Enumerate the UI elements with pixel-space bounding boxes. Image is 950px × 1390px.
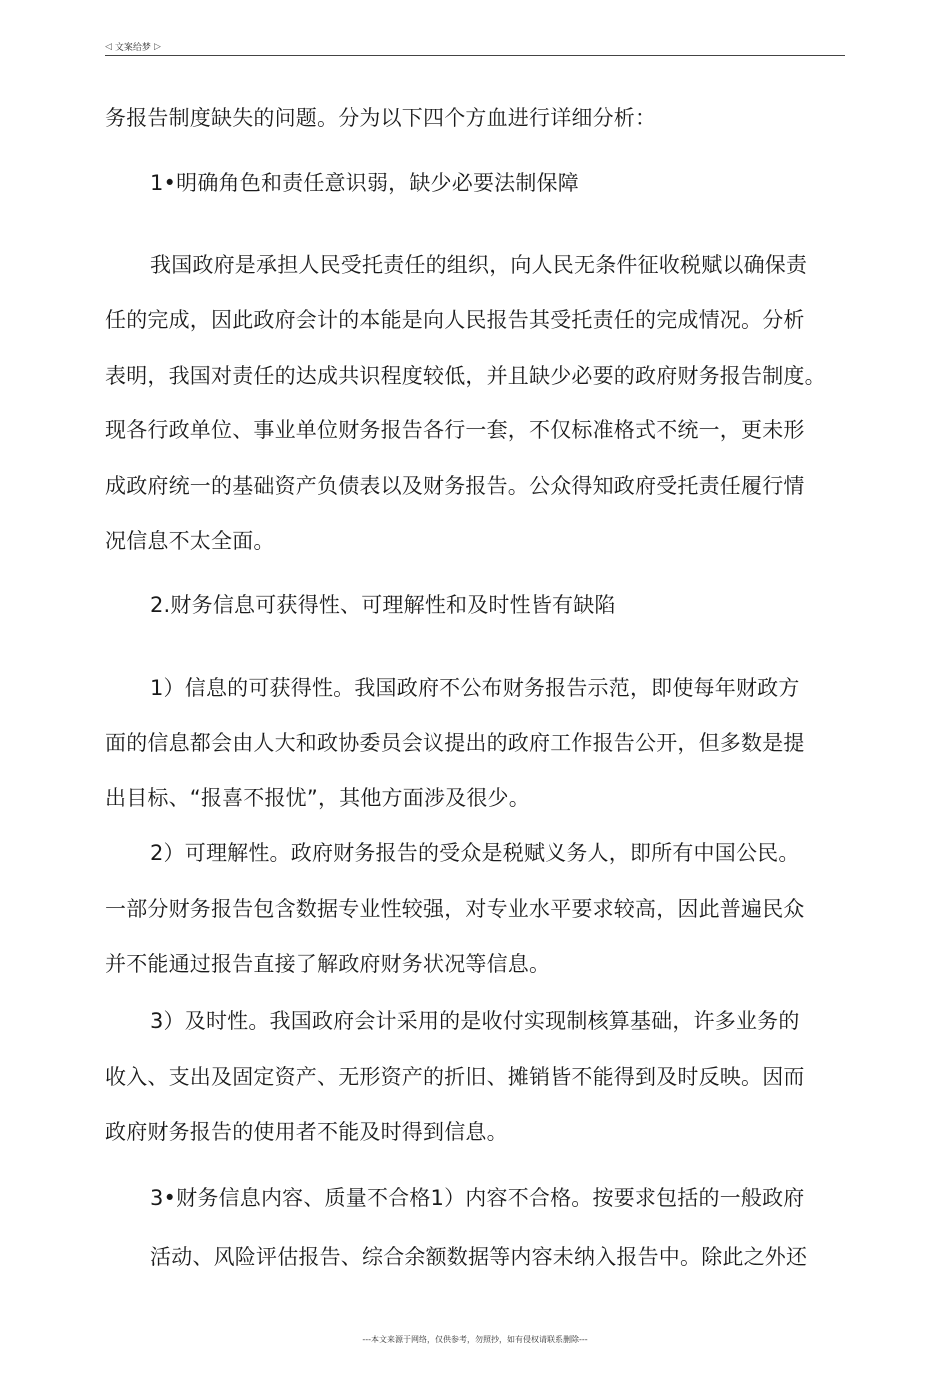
text-line: 一部分财务报告包含数据专业性较强，对专业水平要求较高，因此普遍民众 bbox=[105, 897, 805, 921]
text-line: 政府财务报告的使用者不能及时得到信息。 bbox=[105, 1120, 508, 1144]
header-brand: 文案给梦 bbox=[114, 43, 151, 53]
page-footer: ---本文来源于网络，仅供参考，勿照抄，如有侵权请联系删除--- bbox=[362, 1335, 588, 1344]
section-heading: 1•明确角色和责任意识弱，缺少必要法制保障 bbox=[150, 171, 579, 195]
page-header bbox=[105, 40, 161, 53]
text-line: 现各行政单位、事业单位财务报告各行一套，不仅标准格式不统一，更未形 bbox=[105, 418, 805, 442]
section-heading: 3•财务信息内容、质量不合格1）内容不合格。按要求包括的一般政府 bbox=[150, 1186, 805, 1210]
text-line: 成政府统一的基础资产负债表以及财务报告。公众得知政府受托责任履行情 bbox=[105, 474, 805, 498]
triangle-left-icon: ◁ bbox=[105, 41, 112, 52]
text-line: 面的信息都会由人大和政协委员会议提出的政府工作报告公开，但多数是提 bbox=[105, 731, 805, 755]
text-line: 务报告制度缺失的问题。分为以下四个方血进行详细分析： bbox=[105, 106, 657, 130]
text-line: 收入、支出及固定资产、无形资产的折旧、摊销皆不能得到及时反映。因而 bbox=[105, 1065, 805, 1089]
text-line: 任的完成，因此政府会计的本能是向人民报告其受托责任的完成情况。分析 bbox=[105, 308, 805, 332]
text-line: 况信息不太全面。 bbox=[105, 529, 275, 553]
header-divider bbox=[105, 55, 845, 56]
text-line: 活动、风险评估报告、综合余额数据等内容未纳入报告中。除此之外还 bbox=[150, 1245, 808, 1269]
text-line: 2）可理解性。政府财务报告的受众是税赋义务人，即所有中国公民。 bbox=[150, 841, 800, 865]
triangle-right-icon: ▷ bbox=[153, 41, 161, 52]
text-line: 表明，我国对责任的达成共识程度较低，并且缺少必要的政府财务报告制度。 bbox=[105, 364, 826, 388]
section-heading: 2.财务信息可获得性、可理解性和及时性皆有缺陷 bbox=[150, 593, 616, 617]
text-line: 出目标、“报喜不报忧”，其他方面涉及很少。 bbox=[105, 786, 530, 810]
text-line: 并不能通过报告直接了解政府财务状况等信息。 bbox=[105, 952, 551, 976]
text-line: 我国政府是承担人民受托责任的组织，向人民无条件征收税赋以确保责 bbox=[150, 253, 808, 277]
text-line: 1）信息的可获得性。我国政府不公布财务报告示范，即使每年财政方 bbox=[150, 676, 800, 700]
text-line: 3）及时性。我国政府会计采用的是收付实现制核算基础，许多业务的 bbox=[150, 1009, 800, 1033]
